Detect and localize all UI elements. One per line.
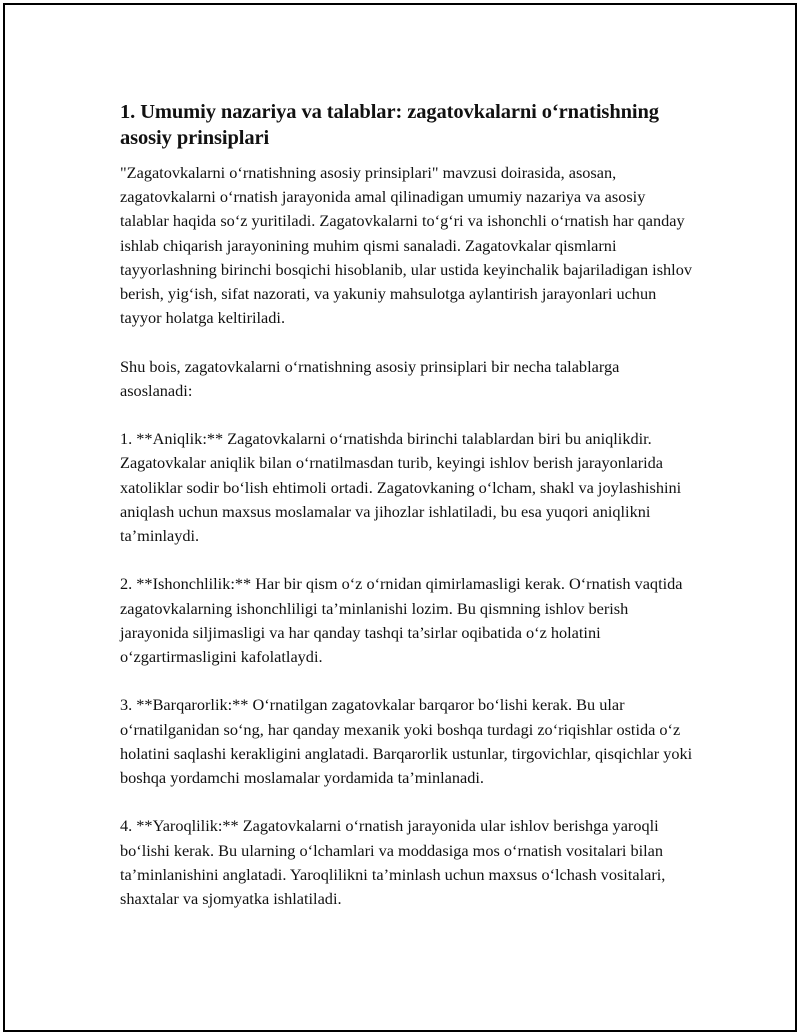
document-body	[120, 99, 695, 935]
principle-accuracy-paragraph: 1. **Aniqlik:** Zagatovkalarni o‘rnatishda birinchi talablardan biri bu aniqlikdir. Zagatovkalar aniqlik bilan o‘rnatilmasdan turib, keyingi ishlov berish jarayonlarida xatoliklar sodir bo‘lish ehtimoli ortadi. Zagatovkaning o‘lcham, shakl va joylashishini aniqlash uchun maxsus moslamalar va jihozlar ishlatiladi, bu esa yuqori aniqlikni ta’minlaydi.	[120, 429, 682, 546]
intro-paragraph: "Zagatovkalarni o‘rnatishning asosiy prinsiplari" mavzusi doirasida, asosan, zagatovkalarni o‘rnatish jarayonida amal qilinadigan umumiy nazariya va asosiy talablar haqida so‘z yuritiladi. Zagatovkalarni to‘g‘ri va ishonchli o‘rnatish har qanday ishlab chiqarish jarayonining muhim qismi sanaladi. Zagatovkalar qismlarni tayyorlashning birinchi bosqichi hisoblanib, ular ustida keyinchalik bajariladigan ishlov berish, yig‘ish, sifat nazorati, va yakuniy mahsulotga aylantirish jarayonlari uchun tayyor holatga keltiriladi.	[120, 163, 692, 328]
section-heading: 1. Umumiy nazariya va talablar: zagatovkalarni o‘rnatishning asosiy prinsiplari	[120, 101, 659, 149]
lead-in-paragraph: Shu bois, zagatovkalarni o‘rnatishning asosiy prinsiplari bir necha talablarga asoslanadi:	[120, 356, 620, 400]
principle-reliability-paragraph: 2. **Ishonchlilik:** Har bir qism o‘z o‘rnidan qimirlamasligi kerak. O‘rnatish vaqtida zagatovkalarning ishonchliligi ta’minlanishi lozim. Bu qismning ishlov berish jarayonida siljimasligi va har qanday tashqi ta’sirlar oqibatida o‘z holatini o‘zgartirmasligini kafolatlaydi.	[120, 574, 683, 667]
principle-suitability-paragraph: 4. **Yaroqlilik:** Zagatovkalarni o‘rnatish jarayonida ular ishlov berishga yaroqli bo‘lishi kerak. Bu ularning o‘lchamlari va moddasiga mos o‘rnatish vositalari bilan ta’minlanishini anglatadi. Yaroqlilikni ta’minlash uchun maxsus o‘lchash vositalari, shaxtalar va sjomyatka ishlatiladi.	[120, 816, 666, 909]
principle-stability-paragraph: 3. **Barqarorlik:** O‘rnatilgan zagatovkalar barqaror bo‘lishi kerak. Bu ular o‘rnatilganidan so‘ng, har qanday mexanik yoki boshqa turdagi zo‘riqishlar ostida o‘z holatini saqlashi kerakligini anglatadi. Barqarorlik ustunlar, tirgovichlar, qisqichlar yoki boshqa yordamchi moslamalar yordamida ta’minlanadi.	[120, 695, 693, 788]
page-frame	[3, 3, 797, 1032]
